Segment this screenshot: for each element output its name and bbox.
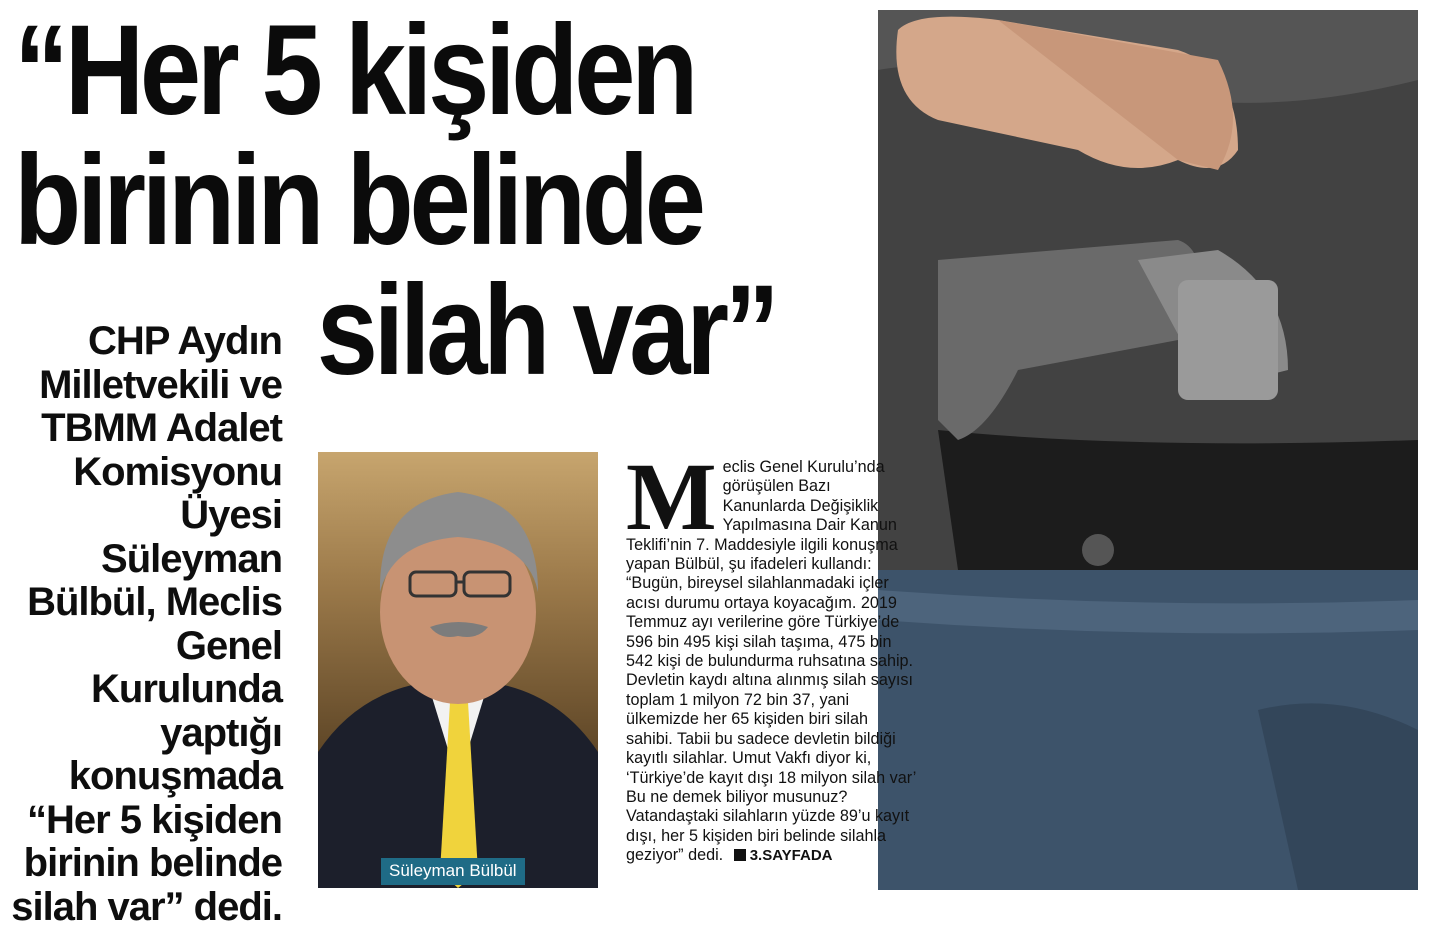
headline [14,0,776,402]
article-text: eclis Genel Kurulu’nda görüşülen Bazı Kanunlarda Değişiklik Yapılmasına Dair Kanun Teklifi’nin 7. Maddesiyle ilgili konuşma yapan Bülbül, şu ifadeleri kullandı: “Bugün, bireysel silahlanmadaki içler acısı durumu ortaya koyacağım. 2019 Temmuz ayı verilerine göre Türkiye’de 596 bin 495 kişi silah taşıma, 475 bin 542 kişi de bulundurma ruhsatına sahip. Devletin kaydı altına alınmış silah sayısı toplam 1 milyon 72 bin 37, yani ülkemizde her 65 kişiden biri silah sahibi. Tabii bu sadece devletin bildiği kayıtlı silahlar. Umut Vakfı diyor ki, ‘Türkiye’de kayıt dışı 18 milyon silah var’ Bu ne demek biliyor musunuz? Vatandaştaki silahların yüzde 89’u kayıt dışı, her 5 kişiden biri belinde silahla geziyor” dedi. [626,458,916,865]
handgun-waistband-photo [878,10,1418,890]
portrait-photo [318,452,598,888]
headline-line-2: birinin belinde [14,129,702,272]
headline-line-1: “Her 5 kişiden [14,0,695,142]
page-ref-square-icon [734,849,746,861]
dropcap: M [626,443,717,550]
article-body [626,443,916,866]
page-reference[interactable]: 3.SAYFADA [749,847,833,865]
portrait-caption: Süleyman Bülbül [381,858,525,885]
headline-line-3: silah var” [316,259,776,402]
deck-summary: CHP Aydın Milletvekili ve TBMM Adalet Komisyonu Üyesi Süleyman Bülbül, Meclis Genel Kurulunda yaptığı konuşmada “Her 5 kişiden birinin belinde silah var” dedi. [11,319,282,929]
